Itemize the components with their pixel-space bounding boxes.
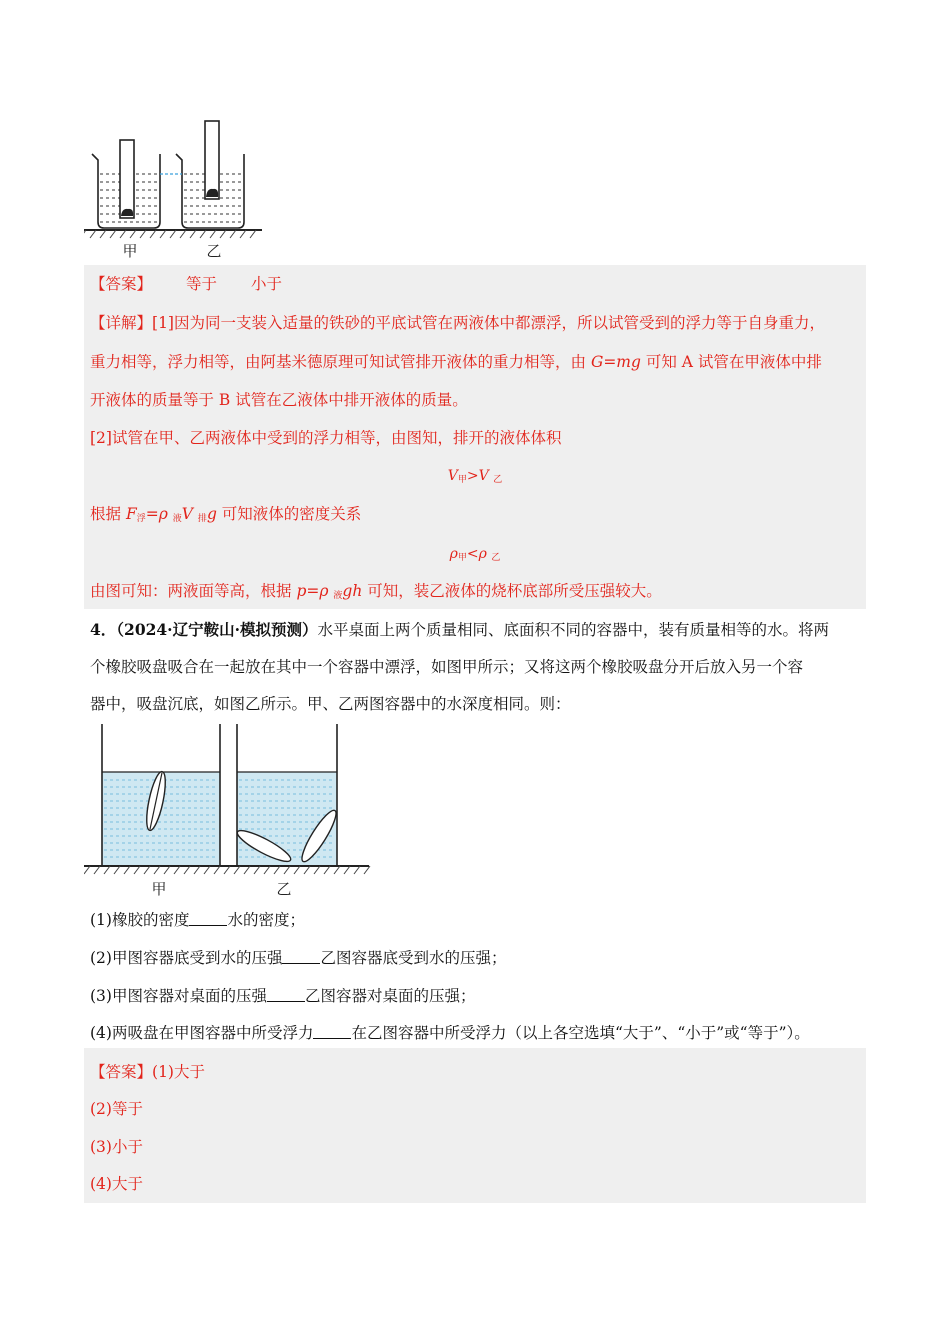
question-4-line-1 [90,619,829,641]
formula-op: <ρ [466,546,487,562]
sub-question-2-text-a: (2)甲图容器底受到水的压强 [90,949,283,967]
detail-line-1 [90,312,825,334]
detail-text-1: [1]因为同一支装入适量的铁砂的平底试管在两液体中都漂浮，所以试管受到的浮力等于自身重力， [152,314,825,332]
answer-blank [189,911,227,926]
formula-sub: 液 [333,591,343,601]
formula-p: p=ρ [296,582,329,600]
sub-question-2-text-b: 乙图容器底受到水的压强； [320,949,507,967]
detail-text-6a: 根据 [90,505,126,523]
answer-blank [282,949,320,964]
question-number: 4． [90,620,117,639]
answer-tag: 【答案】 [90,275,153,293]
beaker-figure [84,116,264,264]
formula-sub: 甲 [457,553,467,563]
formula-rho: =ρ [145,505,168,523]
answer-value-2: 小于 [251,275,283,293]
answer-blank [267,987,305,1002]
sub-question-3 [90,985,475,1007]
answer-line-1 [90,273,282,295]
formula-sub: 液 [172,514,182,524]
question-text-1: 水平桌面上两个质量相同、底面积不同的容器中，装有质量相等的水。将两 [317,621,829,639]
answer-line-2-2 [90,1098,143,1120]
formula-v: V [181,505,193,523]
sub-question-3-text-a: (3)甲图容器对桌面的压强 [90,987,267,1005]
formula-g: g [206,505,217,523]
formula-volume [0,465,950,491]
detail-text-4: [2]试管在甲、乙两液体中受到的浮力相等，由图知，排开的液体体积 [90,429,562,447]
detail-tag: 【详解】 [90,314,153,332]
answer-2: (2)等于 [90,1100,143,1118]
detail-line-6 [90,503,361,530]
detail-text-2a: 重力相等，浮力相等，由阿基米德原理可知试管排开液体的重力相等，由 [90,353,591,371]
sub-question-1-text-a: (1)橡胶的密度 [90,911,190,929]
formula-density [0,543,950,569]
sub-question-4-text-b: 在乙图容器中所受浮力（以上各空选填“大于”、“小于”或“等于”）。 [351,1024,810,1042]
formula-g-mg: G=mg [590,353,641,371]
answer-blank [313,1024,351,1039]
formula-sub: 排 [197,514,207,524]
formula-sub: 浮 [136,514,146,524]
formula-op: >V [466,468,489,484]
sub-question-3-text-b: 乙图容器对桌面的压强； [304,987,476,1005]
sub-question-1 [90,909,305,931]
formula-gh: gh [342,582,363,600]
formula-sub: 甲 [457,475,467,485]
detail-text-8a: 由图可知：两液面等高，根据 [90,582,297,600]
detail-text-2b: 可知 A 试管在甲液体中排 [640,353,822,371]
figure2-label-left: 甲 [151,880,167,898]
question-text-3: 器中，吸盘沉底，如图乙所示。甲、乙两图容器中的水深度相同。则： [90,695,571,713]
formula-sub: 乙 [493,475,503,485]
detail-text-3: 开液体的质量等于 B 试管在乙液体中排开液体的质量。 [90,391,468,409]
sub-question-4-text-a: (4)两吸盘在甲图容器中所受浮力 [90,1024,314,1042]
detail-text-6b: 可知液体的密度关系 [216,505,362,523]
detail-line-8 [90,580,662,607]
formula-f: F [125,505,137,523]
answer-tag: 【答案】 [90,1063,153,1081]
detail-line-2 [90,351,822,373]
answer-line-2-4 [90,1173,143,1195]
detail-text-8b: 可知，装乙液体的烧杯底部所受压强较大。 [362,582,662,600]
detail-line-4 [90,427,561,449]
answer-value-1: 等于 [186,275,218,293]
formula-v: V [447,468,458,484]
sub-question-1-text-b: 水的密度； [227,911,305,929]
answer-1: (1)大于 [152,1063,205,1081]
figure1-label-left: 甲 [122,242,138,260]
answer-3: (3)小于 [90,1138,143,1156]
question-source: （2024·辽宁鞍山·模拟预测） [116,620,318,639]
answer-line-2-3 [90,1136,143,1158]
question-text-2: 个橡胶吸盘吸合在一起放在其中一个容器中漂浮，如图甲所示；又将这两个橡胶吸盘分开后放入另一个容 [90,658,804,676]
sub-question-2 [90,947,506,969]
figure1-label-right: 乙 [206,242,222,260]
answer-line-2-1 [90,1061,205,1083]
sub-question-4 [90,1022,810,1044]
figure2-label-right: 乙 [276,880,292,898]
question-4-line-2 [90,656,803,678]
answer-4: (4)大于 [90,1175,143,1193]
container-figure [84,718,374,902]
formula-rho: ρ [449,546,458,562]
formula-sub: 乙 [491,553,501,563]
detail-line-3 [90,389,468,411]
question-4-line-3 [90,693,571,715]
